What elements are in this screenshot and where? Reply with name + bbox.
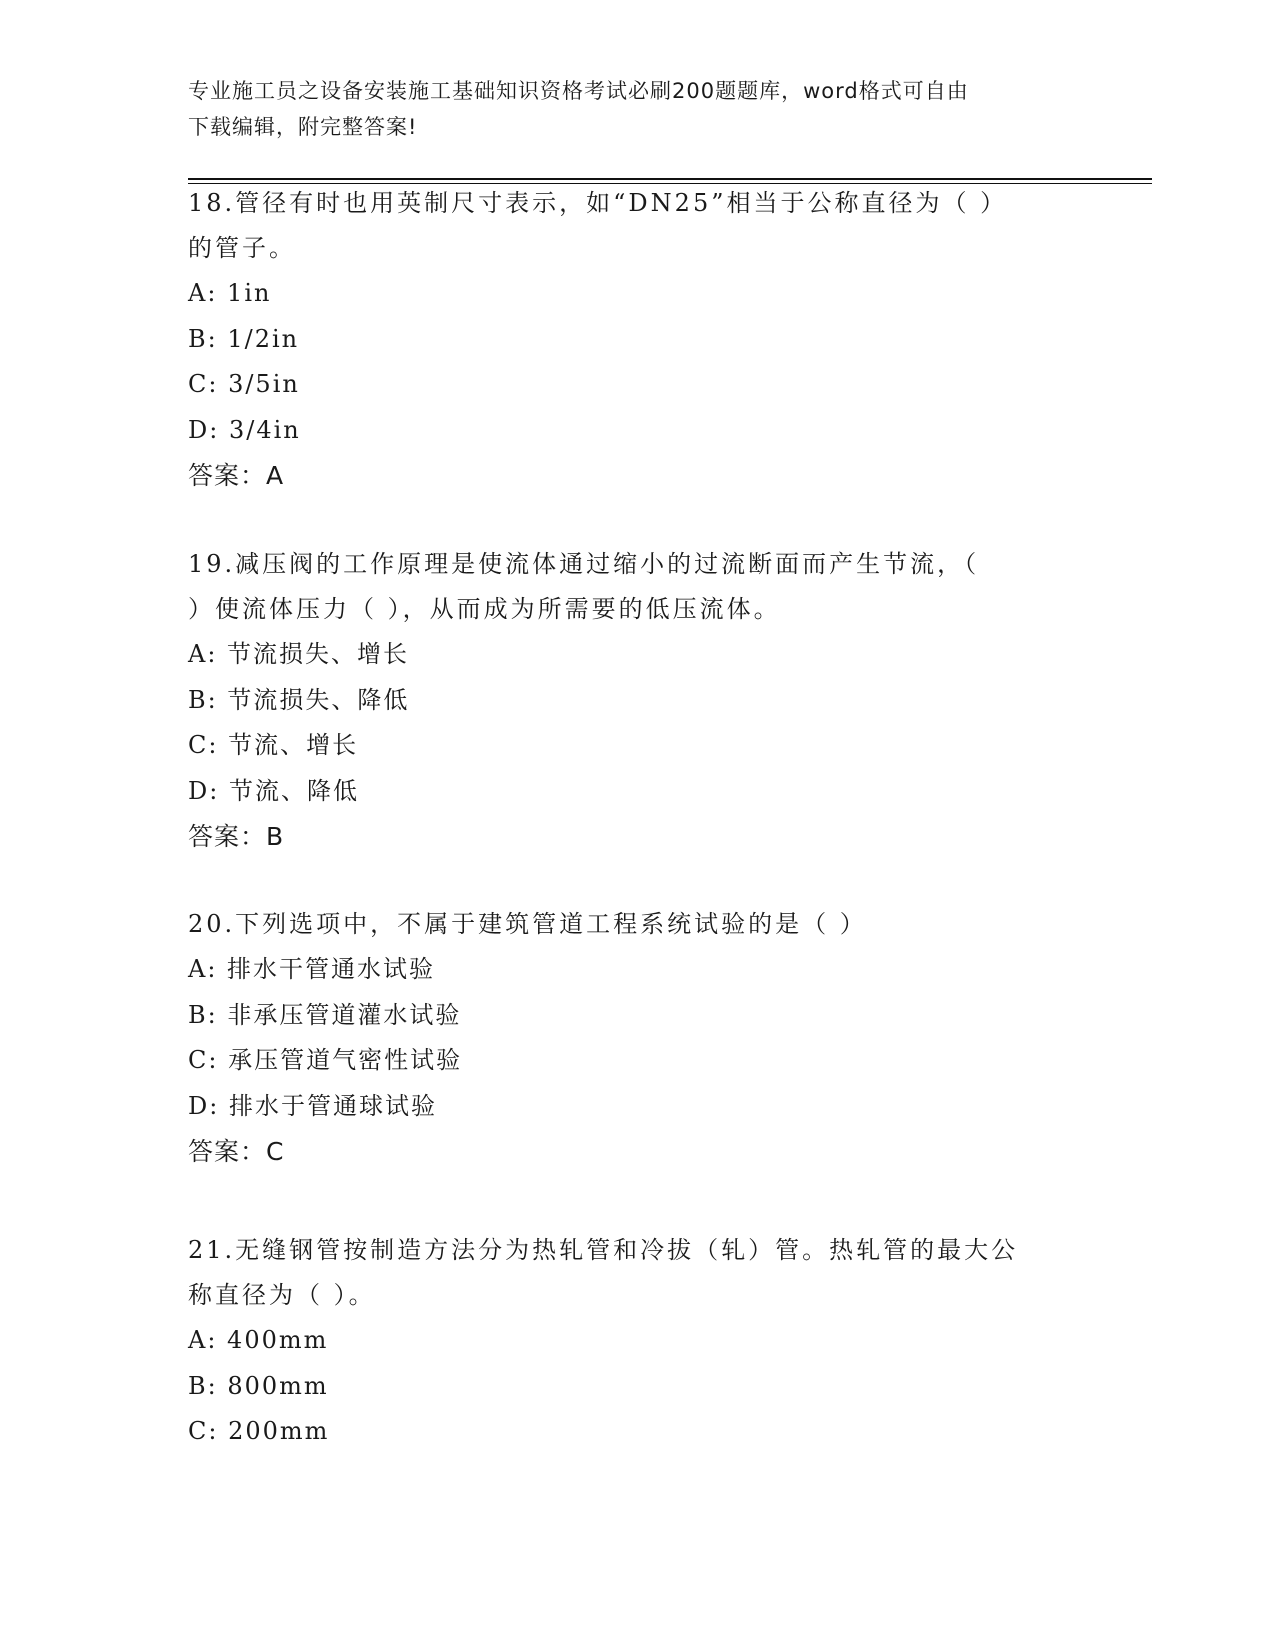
option-b: B: 非承压管道灌水试验 <box>188 1000 462 1029</box>
answer-label: 答案：C <box>188 1137 285 1166</box>
header-title-line-2: 下载编辑，附完整答案! <box>188 115 418 139</box>
question-stem-line-2: ）使流体压力（ ），从而成为所需要的低压流体。 <box>188 595 781 623</box>
question-20 <box>188 902 1088 1174</box>
question-stem-line-1: 18.管径有时也用英制尺寸表示，如“DN25”相当于公称直径为（ ） <box>188 189 1008 217</box>
option-a: A: 节流损失、增长 <box>188 640 410 668</box>
question-stem-line-2: 称直径为（ ）。 <box>188 1281 376 1309</box>
document-header <box>188 73 1088 145</box>
question-stem-line-1: 20.下列选项中，不属于建筑管道工程系统试验的是（ ） <box>188 910 867 938</box>
option-c: C: 承压管道气密性试验 <box>188 1046 463 1074</box>
question-18 <box>188 181 1088 498</box>
option-c: C: 节流、增长 <box>188 731 359 759</box>
answer-label: 答案：A <box>188 461 285 490</box>
question-19 <box>188 542 1088 859</box>
option-a: A: 1in <box>188 279 272 307</box>
option-c: C: 3/5in <box>188 370 300 398</box>
option-d: D: 排水于管通球试验 <box>188 1091 437 1120</box>
question-stem-line-1: 19.减压阀的工作原理是使流体通过缩小的过流断面而产生节流，（ <box>188 550 980 578</box>
question-21 <box>188 1228 1088 1455</box>
answer-label: 答案：B <box>188 822 285 851</box>
option-b: B: 1/2in <box>188 324 300 353</box>
header-divider-thick <box>188 178 1152 180</box>
option-b: B: 节流损失、降低 <box>188 685 410 714</box>
option-d: D: 节流、降低 <box>188 776 359 805</box>
question-stem-line-1: 21.无缝钢管按制造方法分为热轧管和冷拔（轧）管。热轧管的最大公 <box>188 1236 1019 1264</box>
option-a: A: 400mm <box>188 1326 329 1354</box>
question-stem-line-2: 的管子。 <box>188 234 296 262</box>
option-b: B: 800mm <box>188 1371 329 1400</box>
option-c: C: 200mm <box>188 1417 330 1445</box>
option-a: A: 排水干管通水试验 <box>188 955 436 983</box>
option-d: D: 3/4in <box>188 415 301 444</box>
header-title-line-1: 专业施工员之设备安装施工基础知识资格考试必刷200题题库，word格式可自由 <box>188 79 969 103</box>
